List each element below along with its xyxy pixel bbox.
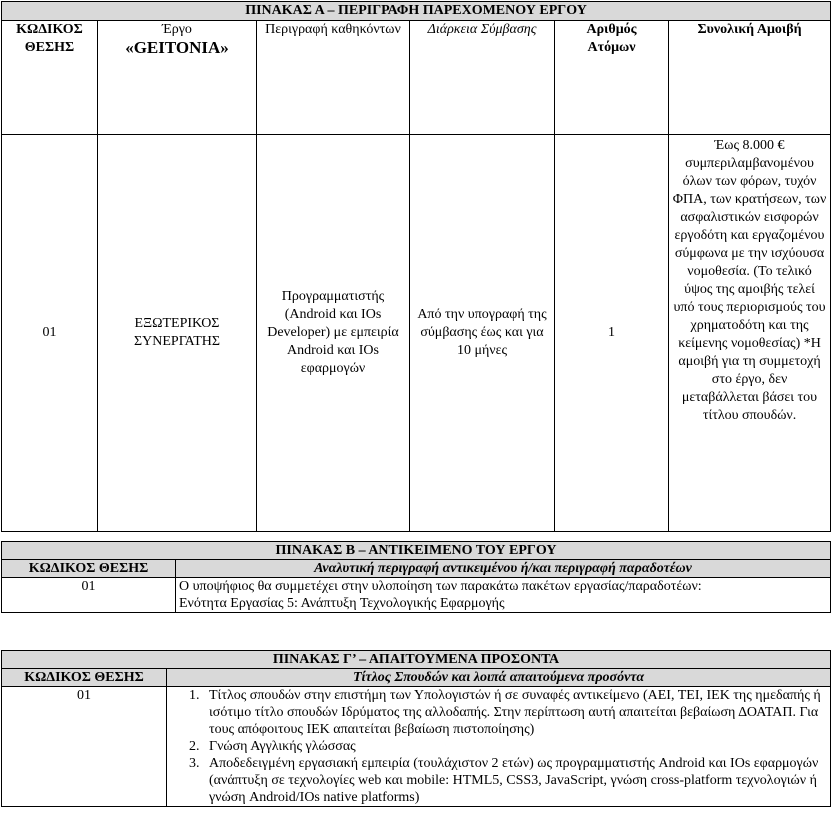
list-item: 3. Αποδεδειγμένη εργασιακή εμπειρία (τουλάχιστον 2 ετών) ως προγραμματιστής Android και IOs εφαρμογών (ανάπτυξη σε τεχνολογίες web και mobile: HTML5, CSS3, JavaScript, γνώση cross-platform τεχνολογιών ή γνώση Android/IOs native platforms) [203, 755, 827, 806]
cell-code: 01 [2, 135, 98, 532]
table-b [1, 541, 831, 613]
table-c-header-code: ΚΩΔΙΚΟΣ ΘΕΣΗΣ [2, 669, 167, 687]
cell-project: ΕΞΩΤΕΡΙΚΟΣ ΣΥΝΕΡΓΑΤΗΣ [98, 135, 257, 532]
header-persons: Αριθμός Ατόμων [555, 21, 669, 135]
cell-payment: Έως 8.000 € συμπεριλαμβανομένου όλων των φόρων, τυχόν ΦΠΑ, των κρατήσεων, των ασφαλιστικών εισφορών εργοδότη και εργαζομένου σύμφωνα με την ισχύουσα νομοθεσία. (Το τελικό ύψος της αμοιβής τελεί υπό τους περιορισμούς του χρηματοδότη και της κείμενης νομοθεσίας) *Η αμοιβή για τη συμμετοχή στο έργο, δεν μεταβάλλεται βάσει του τίτλου σπουδών. [669, 135, 831, 532]
header-duration: Διάρκεια Σύμβασης [410, 21, 555, 135]
table-a-title: ΠΙΝΑΚΑΣ Α – ΠΕΡΙΓΡΑΦΗ ΠΑΡΕΧΟΜΕΝΟΥ ΕΡΓΟΥ [2, 2, 831, 21]
table-c-header-row [2, 669, 831, 687]
table-c-row-code: 01 [2, 687, 167, 807]
header-payment: Συνολική Αμοιβή [669, 21, 831, 135]
table-c-row [2, 687, 831, 807]
table-b-title: ΠΙΝΑΚΑΣ Β – ΑΝΤΙΚΕΙΜΕΝΟ ΤΟΥ ΕΡΓΟΥ [2, 542, 831, 560]
list-item: 2. Γνώση Αγγλικής γλώσσας [203, 738, 827, 755]
header-project: Έργο «GEITONIA» [98, 21, 257, 135]
table-b-row-desc: Ο υποψήφιος θα συμμετέχει στην υλοποίηση των παρακάτω πακέτων εργασίας/παραδοτέων: Ενότητα Εργασίας 5: Ανάπτυξη Τεχνολογικής Εφαρμογής [176, 578, 831, 613]
cell-duties: Προγραμματιστής (Android και IOs Developer) με εμπειρία Android και IOs εφαρμογών [257, 135, 410, 532]
table-b-header-code: ΚΩΔΙΚΟΣ ΘΕΣΗΣ [2, 560, 176, 578]
table-a-header-row [2, 21, 831, 135]
table-c-title: ΠΙΝΑΚΑΣ Γ’ – ΑΠΑΙΤΟΥΜΕΝΑ ΠΡΟΣΟΝΤΑ [2, 651, 831, 669]
table-c-row-requirements [167, 687, 831, 807]
cell-duration: Από την υπογραφή της σύμβασης έως και για 10 μήνες [410, 135, 555, 532]
list-item: 1. Τίτλος σπουδών στην επιστήμη των Υπολογιστών ή σε συναφές αντικείμενο (ΑΕΙ, ΤΕΙ, ΙΕΚ της ημεδαπής ή ισότιμο τίτλο σπουδών Ιδρύματος της αλλοδαπής. Στην περίπτωση αυτή απαιτείται βεβαίωση ΔΟΑΤΑΠ. Για τους απόφοιτους ΙΕΚ απαιτείται βεβαίωση πιστοποίησης) [203, 687, 827, 738]
table-a [1, 1, 831, 532]
table-b-header-desc: Αναλυτική περιγραφή αντικειμένου ή/και περιγραφή παραδοτέων [176, 560, 831, 578]
table-b-row [2, 578, 831, 613]
table-c [1, 650, 831, 807]
header-duties: Περιγραφή καθηκόντων [257, 21, 410, 135]
requirements-list [170, 687, 827, 806]
header-position-code: ΚΩΔΙΚΟΣ ΘΕΣΗΣ [2, 21, 98, 135]
table-b-row-code: 01 [2, 578, 176, 613]
table-a-row [2, 135, 831, 532]
cell-persons: 1 [555, 135, 669, 532]
table-c-header-desc: Τίτλος Σπουδών και λοιπά απαιτούμενα προσόντα [167, 669, 831, 687]
table-b-header-row [2, 560, 831, 578]
